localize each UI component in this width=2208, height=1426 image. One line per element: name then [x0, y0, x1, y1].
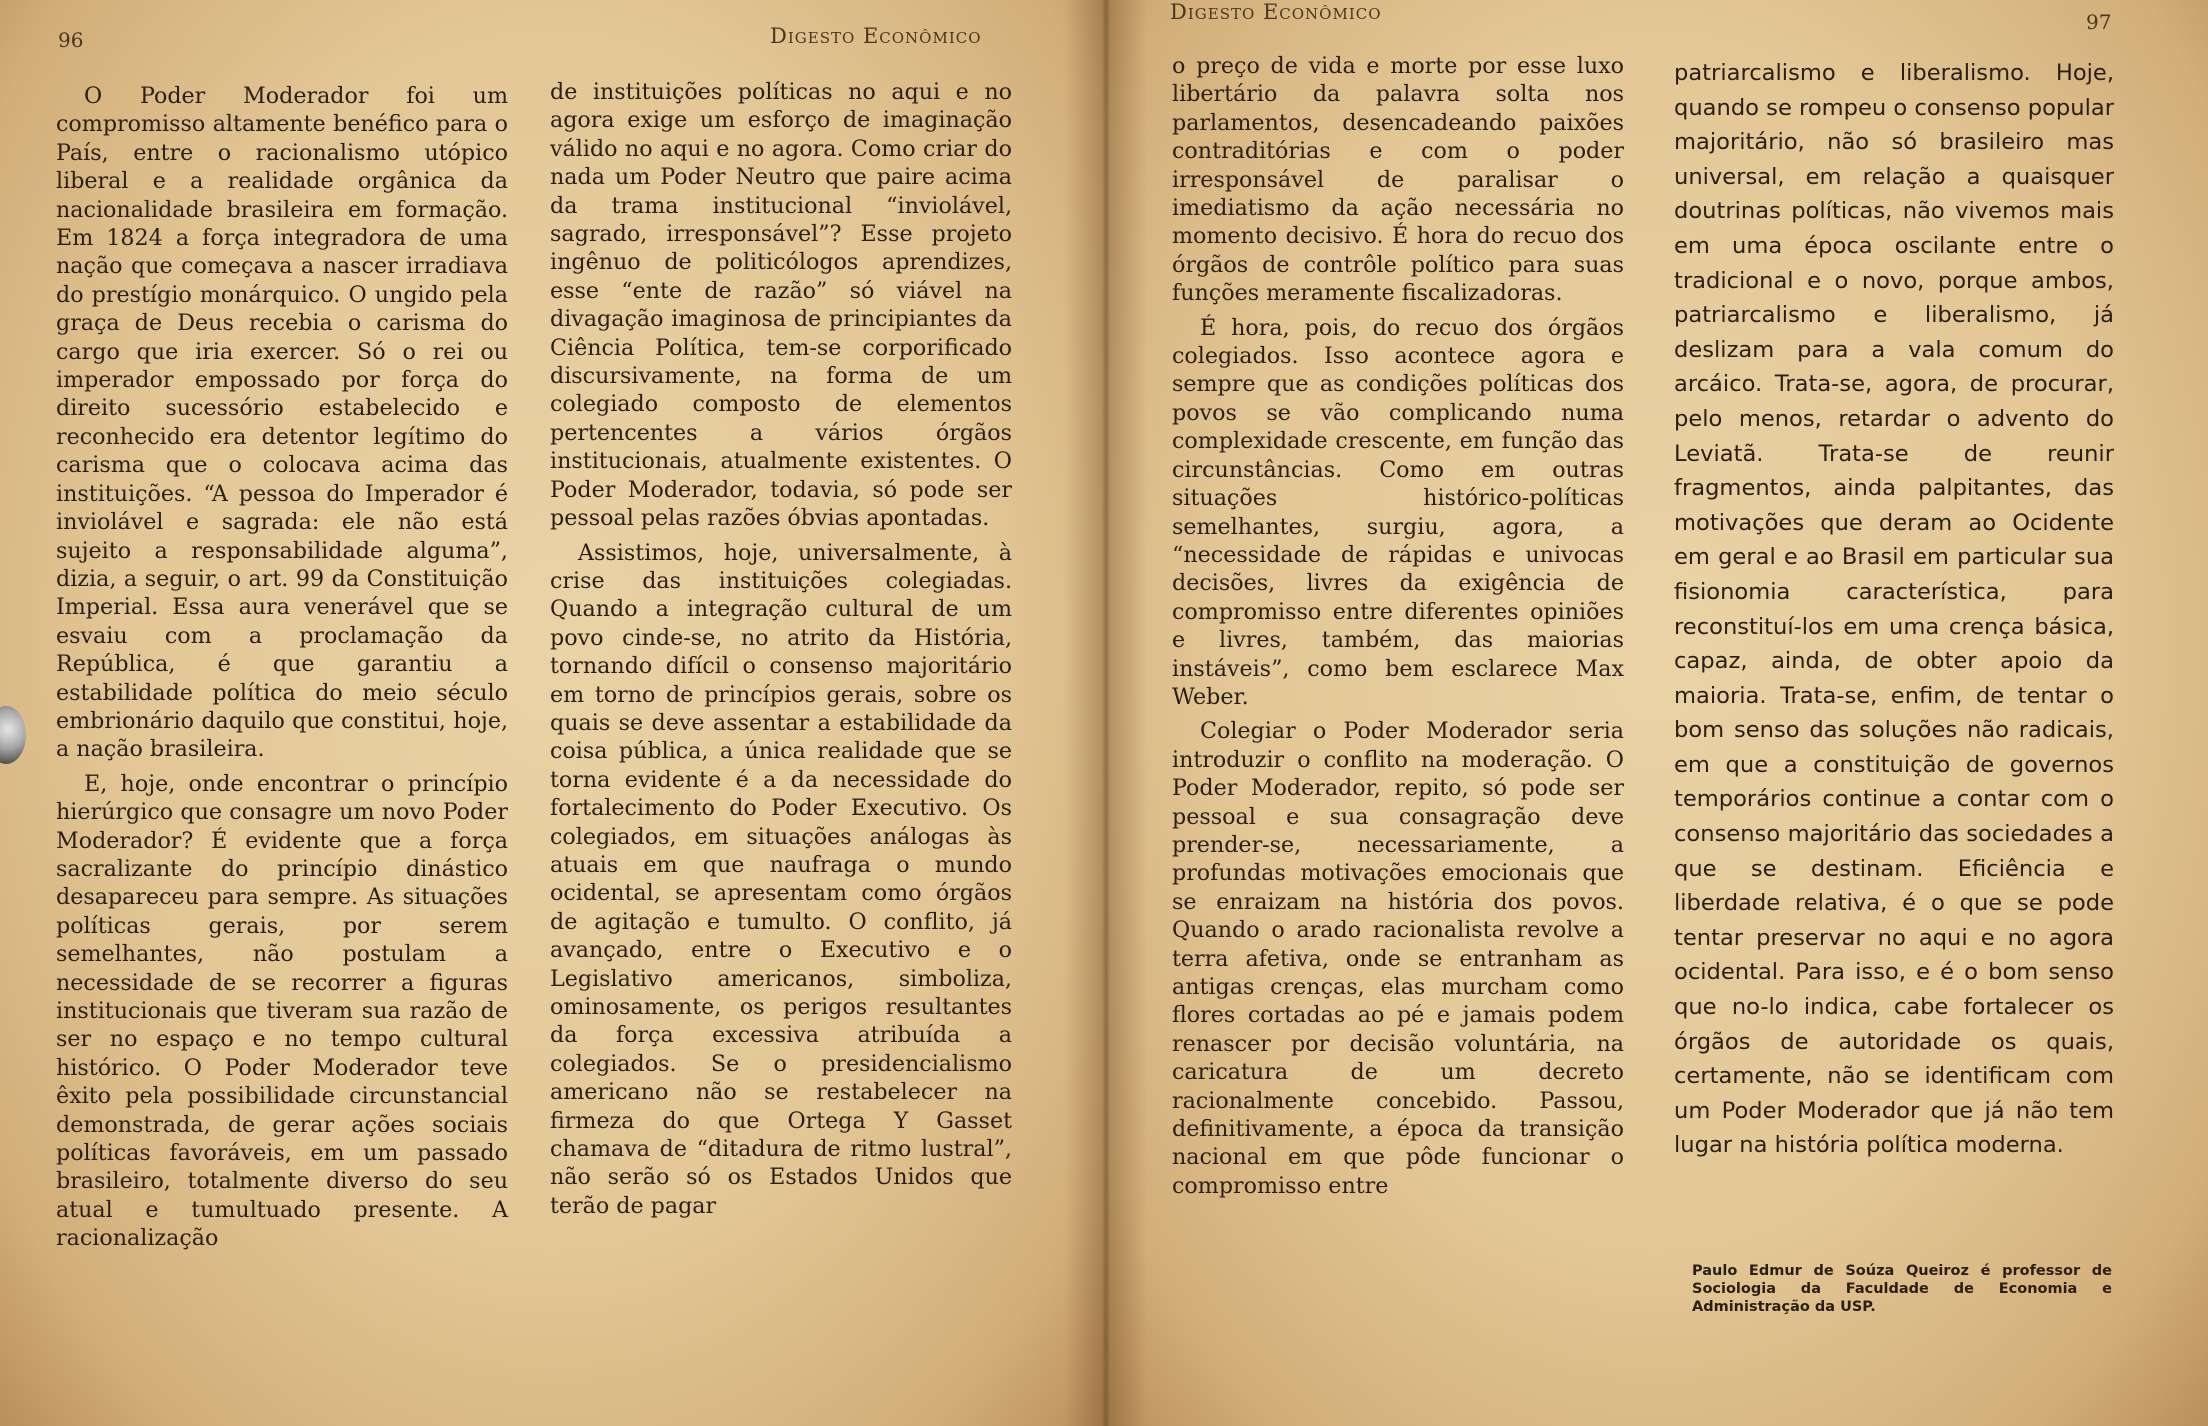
paragraph: Assistimos, hoje, universalmente, à crise das instituições colegiadas. Quando a integração cultural de um povo cinde-se, no atrito da História, tornando difícil o consenso majoritário em torno de princípios gerais, sobre os quais se deve assentar a estabilidade da coisa pública, a única realidade que se torna evidente é a da necessidade do fortalecimento do Poder Executivo. Os colegiados, em situações análogas às atuais em que naufraga o mundo ocidental, se apresentam como órgãos de agitação e tumulto. O conflito, já avançado, entre o Executivo e o Legislativo americanos, simboliza, ominosamente, os perigos resultantes da força excessiva atribuída a colegiados. Se o presidencialismo americano não se restabelecer na firmeza do que Ortega Y Gasset chamava de “ditadura de ritmo lustral”, não serão só os Estados Unidos que terão de pagar	[550, 539, 1012, 1219]
page-number-right: 97	[2086, 10, 2112, 34]
paragraph: de instituições políticas no aqui e no agora exige um esforço de imaginação válido no aqui e no agora. Como criar do nada um Poder Neutro que paire acima da trama institucional “inviolável, sagrado, irresponsável”? Esse projeto ingênuo de politicólogos aprendizes, esse “ente de razão” só viável na divagação imaginosa de principiantes da Ciência Política, tem-se corporificado discursivamente, na forma de um colegiado composto de elementos pertencentes a vários órgãos institucionais, atualmente existentes. O Poder Moderador, todavia, só pode ser pessoal pelas razões óbvias apontadas.	[550, 79, 1012, 532]
running-head-left: Digesto Econômico	[770, 24, 982, 48]
running-head-right: Digesto Econômico	[1170, 0, 1382, 24]
author-note: Paulo Edmur de Soúza Queiroz é professor de Sociologia da Faculdade de Economia e Administração da USP.	[1692, 1263, 2112, 1315]
binding-clip	[0, 706, 26, 764]
right-page	[1104, 0, 2208, 1426]
book-gutter	[1064, 0, 1148, 1426]
paragraph: É hora, pois, do recuo dos órgãos colegiados. Isso acontece agora e sempre que as condições políticas dos povos se vão complicando numa complexidade crescente, em função das circunstâncias. Como em outras situações histórico-políticas semelhantes, surgiu, agora, a “necessidade de rápidas e univocas decisões, livres da exigência de compromisso entre diferentes opiniões e livres, também, das maiorias instáveis”, como bem esclarece Max Weber.	[1172, 314, 1624, 710]
right-column-2	[1674, 56, 2114, 1163]
page-number-left: 96	[58, 28, 84, 52]
left-column-2	[550, 78, 1012, 1220]
right-column-1	[1172, 52, 1624, 1200]
paragraph: O Poder Moderador foi um compromisso altamente benéfico para o País, entre o racionalismo utópico liberal e a realidade orgânica da nacionalidade brasileira em formação. Em 1824 a força integradora de uma nação que começava a nascer irradiava do prestígio monárquico. O ungido pela graça de Deus recebia o carisma do cargo que iria exercer. Só o rei ou imperador empossado por força do direito sucessório estabelecido e reconhecido era detentor legítimo do carisma que o colocava acima das instituições. “A pessoa do Imperador é inviolável e sagrada: ele não está sujeito a responsabilidade alguma”, dizia, a seguir, o art. 99 da Constituição Imperial. Essa aura venerável que se esvaiu com a proclamação da República, é que garantiu a estabilidade política do meio século embrionário daquilo que constitui, hoje, a nação brasileira.	[56, 83, 508, 763]
paragraph: Colegiar o Poder Moderador seria introduzir o conflito na moderação. O Poder Moderador, repito, só pode ser pessoal e sua consagração deve prender-se, necessariamente, a profundas motivações emocionais que se enraizam na história dos povos. Quando o arado racionalista revolve a terra afetiva, onde se entranham as antigas crenças, elas murcham como flores cortadas ao pé e jamais podem renascer por decisão voluntária, na caricatura de um decreto racionalmente concebido. Passou, definitivamente, a época da transição nacional em que pôde funcionar o compromisso entre	[1172, 718, 1624, 1199]
left-column-1	[56, 82, 508, 1253]
paragraph: E, hoje, onde encontrar o princípio hierúrgico que consagre um novo Poder Moderador? É evidente que a força sacralizante do princípio dinástico desapareceu para sempre. As situações políticas gerais, por serem semelhantes, não postulam a necessidade de se recorrer a figuras institucionais que tiveram sua razão de ser no espaço e no tempo cultural histórico. O Poder Moderador teve êxito pela possibilidade circunstancial demonstrada, de gerar ações sociais políticas favoráveis, em um passado brasileiro, totalmente diverso do seu atual e tumultuado presente. A racionalização	[56, 770, 508, 1252]
paragraph: patriarcalismo e liberalismo. Hoje, quando se rompeu o consenso popular majoritário, não só brasileiro mas universal, em relação a quaisquer doutrinas políticas, não vivemos mais em uma época oscilante entre o tradicional e o novo, porque ambos, patriarcalismo e liberalismo, já deslizam para a vala comum do arcáico. Trata-se, agora, de procurar, pelo menos, retardar o advento do Leviatã. Trata-se de reunir fragmentos, ainda palpitantes, das motivações que deram ao Ocidente em geral e ao Brasil em particular sua fisionomia característica, para reconstituí-los em uma crença básica, capaz, ainda, de obter apoio da maioria. Trata-se, enfim, de tentar o bom senso das soluções não radicais, em que a constituição de governos temporários continue a contar com o consenso majoritário das sociedades a que se destinam. Eficiência e liberdade relativa, é o que se pode tentar preservar no aqui e no agora ocidental. Para isso, e é o bom senso que no-lo indica, cabe fortalecer os órgãos de autoridade os quais, certamente, não se identificam com um Poder Moderador que já não tem lugar na história política moderna.	[1674, 60, 2114, 1159]
paragraph: o preço de vida e morte por esse luxo libertário da palavra solta nos parlamentos, desencadeando paixões contraditórias e com o poder irresponsável de paralisar o imediatismo da ação necessária no momento decisivo. É hora do recuo dos órgãos de contrôle político para suas funções meramente fiscalizadoras.	[1172, 53, 1624, 307]
